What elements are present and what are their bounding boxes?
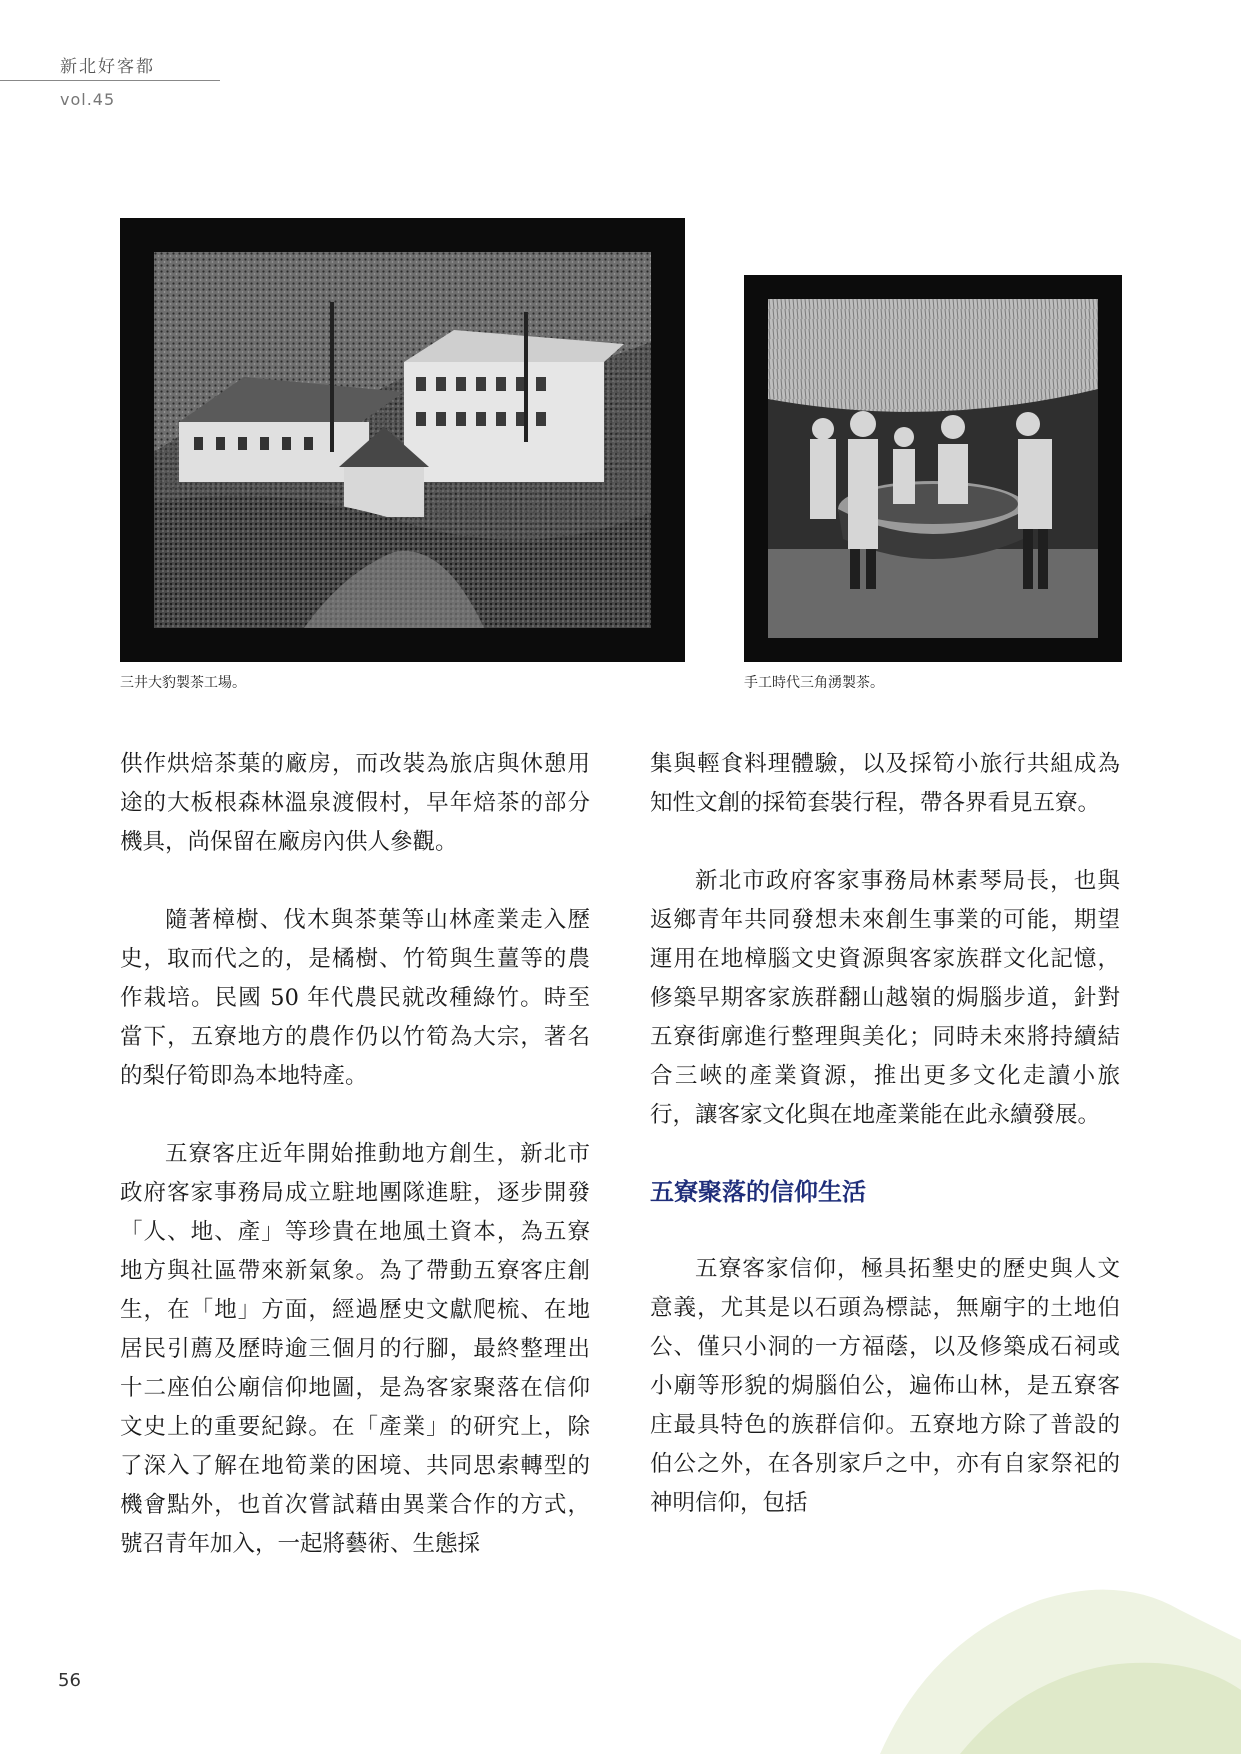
paragraph: 供作烘焙茶葉的廠房，而改裝為旅店與休憩用途的大板根森林溫泉渡假村，早年焙茶的部分機具，尚保留在廠房內供人參觀。 — [120, 751, 590, 855]
paragraph: 隨著樟樹、伐木與茶葉等山林產業走入歷史，取而代之的，是橘樹、竹筍與生薑等的農作栽培。民國 50 年代農民就改種綠竹。時至當下，五寮地方的農作仍以竹筍為大宗，著名的梨仔筍即為本地特產。 — [120, 907, 590, 1089]
photo-tea-factory — [120, 218, 685, 662]
photo-tea-factory-image — [154, 252, 651, 628]
photo-handmade-tea-image — [768, 299, 1098, 638]
photo-handmade-tea-caption: 手工時代三角湧製茶。 — [744, 675, 884, 691]
paragraph: 集與輕食料理體驗，以及採筍小旅行共組成為知性文創的採筍套裝行程，帶各界看見五寮。 — [650, 751, 1120, 816]
header-volume: vol.45 — [60, 90, 116, 109]
left-text-column — [120, 745, 590, 1564]
header-magazine-title: 新北好客都 — [60, 57, 155, 77]
photo-handmade-tea — [744, 275, 1122, 662]
paragraph: 新北市政府客家事務局林素琴局長，也與返鄉青年共同發想未來創生事業的可能，期望運用在地樟腦文史資源與客家族群文化記憶，修築早期客家族群翻山越嶺的焗腦步道，針對五寮街廓進行整理與美化；同時未來將持續結合三峽的產業資源，推出更多文化走讀小旅行，讓客家文化與在地產業能在此永續發展。 — [650, 868, 1120, 1128]
paragraph: 五寮客家信仰，極具拓墾史的歷史與人文意義，尤其是以石頭為標誌，無廟宇的土地伯公、僅只小洞的一方福蔭，以及修築成石祠或小廟等形貌的焗腦伯公，遍佈山林，是五寮客庄最具特色的族群信仰。五寮地方除了普設的伯公之外，在各別家戶之中，亦有自家祭祀的神明信仰，包括 — [650, 1256, 1120, 1516]
section-heading: 五寮聚落的信仰生活 — [650, 1178, 866, 1206]
page-number: 56 — [58, 1670, 81, 1691]
photo-tea-factory-caption: 三井大豹製茶工場。 — [120, 675, 246, 691]
header-rule — [0, 80, 220, 81]
right-text-column — [650, 745, 1120, 1523]
paragraph: 五寮客庄近年開始推動地方創生，新北市政府客家事務局成立駐地團隊進駐，逐步開發「人、地、產」等珍貴在地風土資本，為五寮地方與社區帶來新氣象。為了帶動五寮客庄創生，在「地」方面，經過歷史文獻爬梳、在地居民引薦及歷時逾三個月的行腳，最終整理出十二座伯公廟信仰地圖，是為客家聚落在信仰文史上的重要紀錄。在「產業」的研究上，除了深入了解在地筍業的困境、共同思索轉型的機會點外，也首次嘗試藉由異業合作的方式，號召青年加入，一起將藝術、生態採 — [120, 1141, 590, 1557]
